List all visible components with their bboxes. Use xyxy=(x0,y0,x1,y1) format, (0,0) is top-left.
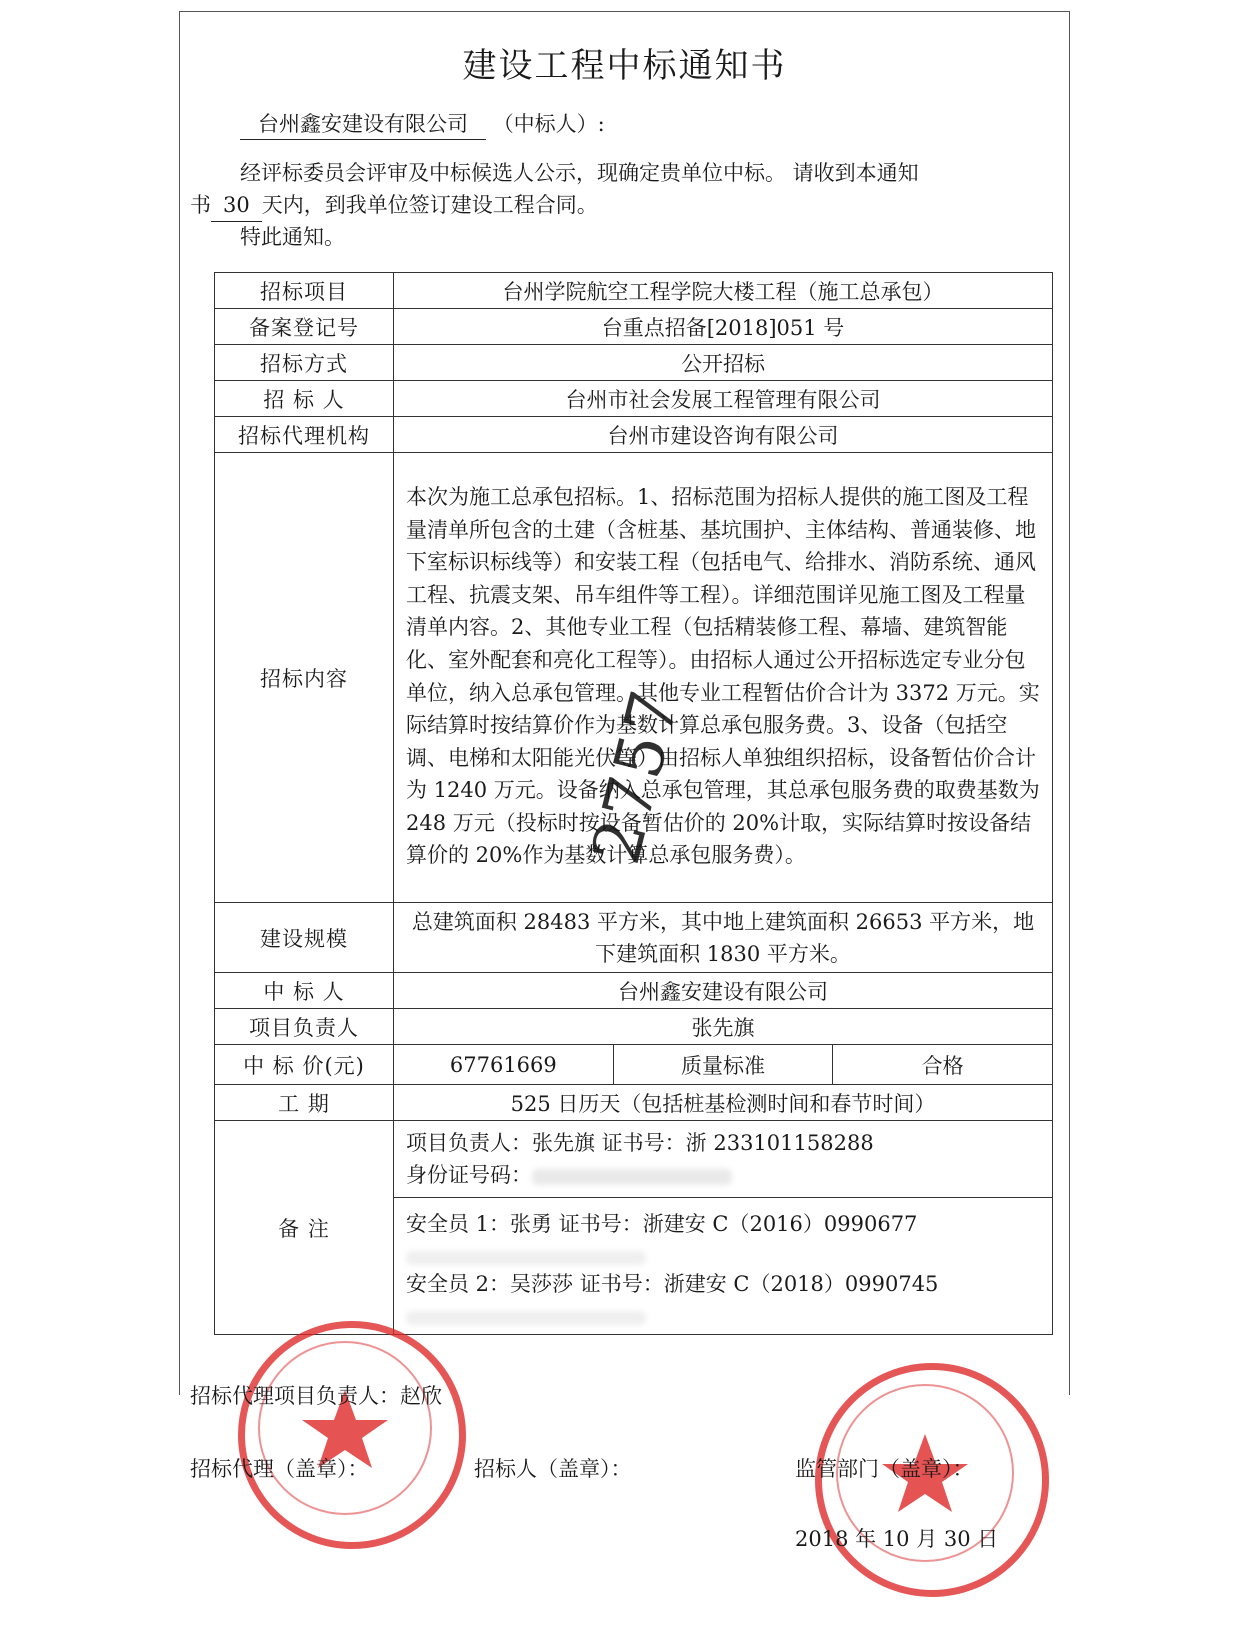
table-row xyxy=(215,417,1053,453)
notice-days: 30 xyxy=(211,189,262,222)
period-label: 工 期 xyxy=(215,1085,394,1121)
notice-closing: 特此通知。 xyxy=(240,225,345,249)
scope-label: 招标内容 xyxy=(215,453,394,903)
manager-label: 项目负责人 xyxy=(215,1009,394,1045)
agent-seal-label: 招标代理（盖章）： xyxy=(190,1457,369,1481)
remarks-id-row xyxy=(406,1159,1042,1191)
agency-value: 台州市建设咨询有限公司 xyxy=(394,417,1053,453)
table-row xyxy=(215,1009,1053,1045)
redacted-row xyxy=(406,1300,1042,1328)
agency-seal-stamp xyxy=(238,1321,466,1549)
star-icon xyxy=(245,1328,445,1528)
table-row xyxy=(215,1045,1053,1085)
remarks-divider xyxy=(394,1197,1052,1198)
redacted-text xyxy=(406,1311,646,1325)
price-value: 67761669 xyxy=(394,1045,614,1085)
agent-manager: 招标代理项目负责人：赵欣 xyxy=(190,1384,442,1408)
remarks-id-label: 身份证号码： xyxy=(406,1163,532,1187)
remarks-label: 备 注 xyxy=(215,1121,394,1335)
notice-paragraph-1: 经评标委员会评审及中标候选人公示，现确定贵单位中标。 请收到本通知 xyxy=(240,161,919,185)
method-value: 公开招标 xyxy=(394,345,1053,381)
price-label: 中 标 价(元) xyxy=(215,1045,394,1085)
notice-paragraph-2 xyxy=(190,189,598,222)
table-row xyxy=(215,381,1053,417)
record-no-label: 备案登记号 xyxy=(215,309,394,345)
remarks-value xyxy=(394,1121,1053,1335)
table-row xyxy=(215,1121,1053,1335)
tenderer-seal-label: 招标人（盖章）： xyxy=(474,1457,632,1481)
tenderer-label: 招 标 人 xyxy=(215,381,394,417)
record-no-value: 台重点招备[2018]051 号 xyxy=(394,309,1053,345)
redacted-text xyxy=(406,1251,646,1265)
project-label: 招标项目 xyxy=(215,273,394,309)
redacted-id xyxy=(532,1169,732,1185)
scope-value: 本次为施工总承包招标。1、招标范围为招标人提供的施工图及工程量清单所包含的土建（含桩基、基坑围护、主体结构、普通装修、地下室标识标线等）和安装工程（包括电气、给排水、消防系统、通风工程、抗震支架、吊车组件等工程）。详细范围详见施工图及工程量清单内容。2、其他专业工程（包括精装修工程、幕墙、建筑智能化、室外配套和亮化工程等）。由招标人通过公开招标选定专业分包单位，纳入总承包管理。其他专业工程暂估价合计为 3372 万元。实际结算时按结算价作为基数计算总承包服务费。3、设备（包括空调、电梯和太阳能光伏等）由招标人单独组织招标，设备暂估价合计为 1240 万元。设备纳入总承包管理，其总承包服务费的取费基数为 248 万元（投标时按设备暂估价的 20%计取，实际结算时按设备结算价的 20%作为基数计算总承包服务费）。 xyxy=(394,453,1053,903)
table-row xyxy=(215,309,1053,345)
winner-value: 台州鑫安建设有限公司 xyxy=(394,973,1053,1009)
manager-value: 张先旗 xyxy=(394,1009,1053,1045)
table-row xyxy=(215,903,1053,973)
table-row xyxy=(215,273,1053,309)
supervisor-seal-label: 监管部门（盖章）： xyxy=(795,1457,974,1481)
scale-label: 建设规模 xyxy=(215,903,394,973)
remarks-line-manager: 项目负责人：张先旗 证书号：浙 233101158288 xyxy=(406,1131,874,1155)
remarks-line-safety-1: 安全员 1：张勇 证书号：浙建安 C（2016）0990677 xyxy=(406,1212,918,1236)
remarks-line-safety-2: 安全员 2：吴莎莎 证书号：浙建安 C（2018）0990745 xyxy=(406,1272,939,1296)
winner-label: 中 标 人 xyxy=(215,973,394,1009)
overlay-number: 2757 xyxy=(577,681,695,872)
addressee-company: 台州鑫安建设有限公司 xyxy=(240,108,486,140)
issue-date: 2018 年 10 月 30 日 xyxy=(795,1527,999,1551)
table-row xyxy=(215,973,1053,1009)
period-value: 525 日历天（包括桩基检测时间和春节时间） xyxy=(394,1085,1053,1121)
document-title: 建设工程中标通知书 xyxy=(462,46,787,86)
redacted-row xyxy=(406,1240,1042,1268)
notice-suffix: 天内，到我单位签订建设工程合同。 xyxy=(261,193,598,217)
scale-value: 总建筑面积 28483 平方米，其中地上建筑面积 26653 平方米，地下建筑面积 1830 平方米。 xyxy=(394,903,1053,973)
method-label: 招标方式 xyxy=(215,345,394,381)
quality-label: 质量标准 xyxy=(613,1045,833,1085)
quality-value: 合格 xyxy=(833,1045,1053,1085)
table-row xyxy=(215,345,1053,381)
project-value: 台州学院航空工程学院大楼工程（施工总承包） xyxy=(394,273,1053,309)
notice-prefix: 书 xyxy=(190,193,211,217)
addressee-role: （中标人）: xyxy=(492,112,605,136)
addressee-line xyxy=(240,108,605,140)
agency-label: 招标代理机构 xyxy=(215,417,394,453)
tenderer-value: 台州市社会发展工程管理有限公司 xyxy=(394,381,1053,417)
table-row xyxy=(215,1085,1053,1121)
